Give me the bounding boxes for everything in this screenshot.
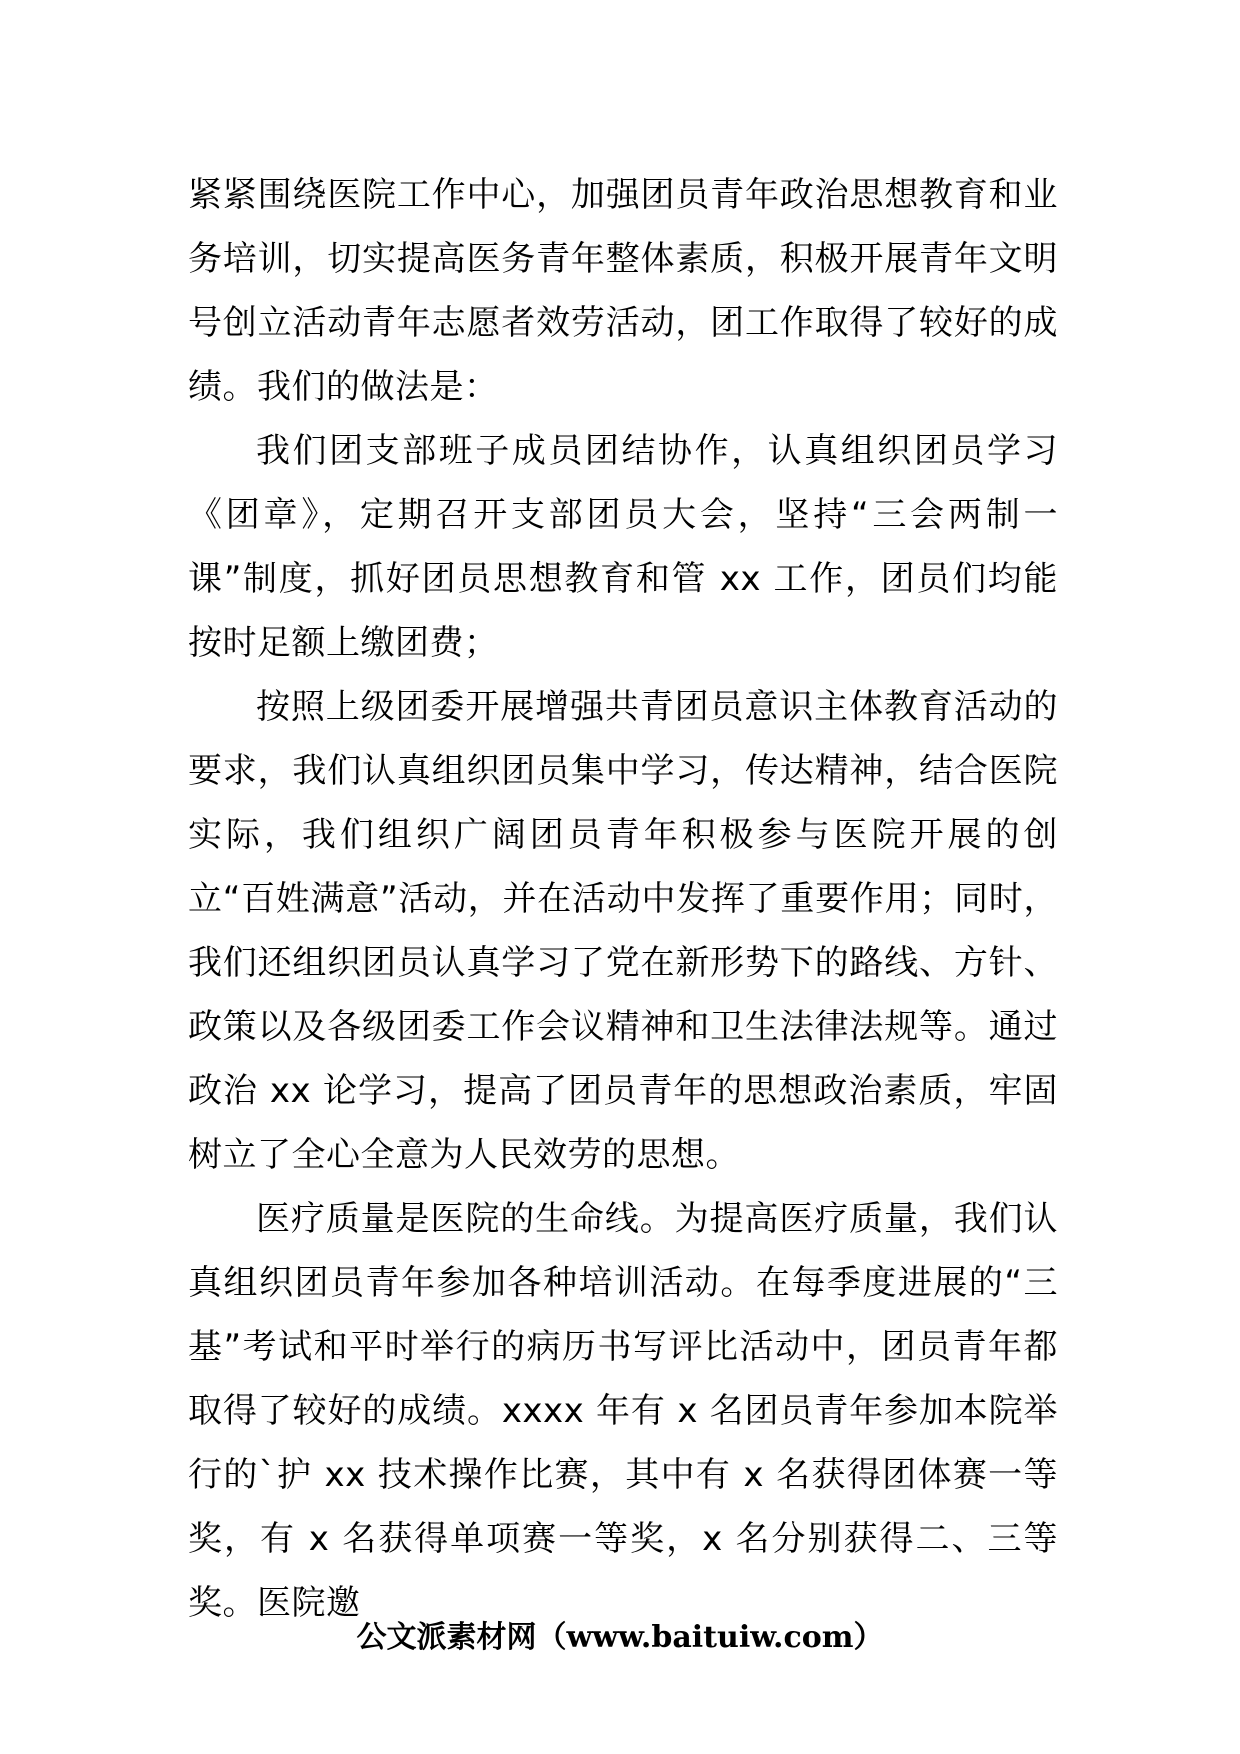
paragraph-2: 我们团支部班子成员团结协作，认真组织团员学习《团章》，定期召开支部团员大会，坚持“三会两制一课”制度，抓好团员思想教育和管 xx 工作，团员们均能按时足额上缴团费； (188, 431, 1058, 663)
document-body (188, 163, 1058, 1635)
paragraph-1: 紧紧围绕医院工作中心，加强团员青年政治思想教育和业务培训，切实提高医务青年整体素质，积极开展青年文明号创立活动青年志愿者效劳活动，团工作取得了较好的成绩。我们的做法是： (188, 175, 1058, 407)
paragraph-4: 医疗质量是医院的生命线。为提高医疗质量，我们认真组织团员青年参加各种培训活动。在每季度进展的“三基”考试和平时举行的病历书写评比活动中，团员青年都取得了较好的成绩。xxxx 年有 x 名团员青年参加本院举行的`护 xx 技术操作比赛，其中有 x 名获得团体赛一等奖，有 x 名获得单项赛一等奖，x 名分别获得二、三等奖。医院邀 (188, 1199, 1058, 1623)
paragraph-3: 按照上级团委开展增强共青团员意识主体教育活动的要求，我们认真组织团员集中学习，传达精神，结合医院实际，我们组织广阔团员青年积极参与医院开展的创立“百姓满意”活动，并在活动中发挥了重要作用；同时，我们还组织团员认真学习了党在新形势下的路线、方针、政策以及各级团委工作会议精神和卫生法律法规等。通过政治 xx 论学习，提高了团员青年的思想政治素质，牢固树立了全心全意为人民效劳的思想。 (188, 687, 1058, 1175)
footer-watermark: 公文派素材网（www.baituiw.com） (356, 1620, 884, 1655)
